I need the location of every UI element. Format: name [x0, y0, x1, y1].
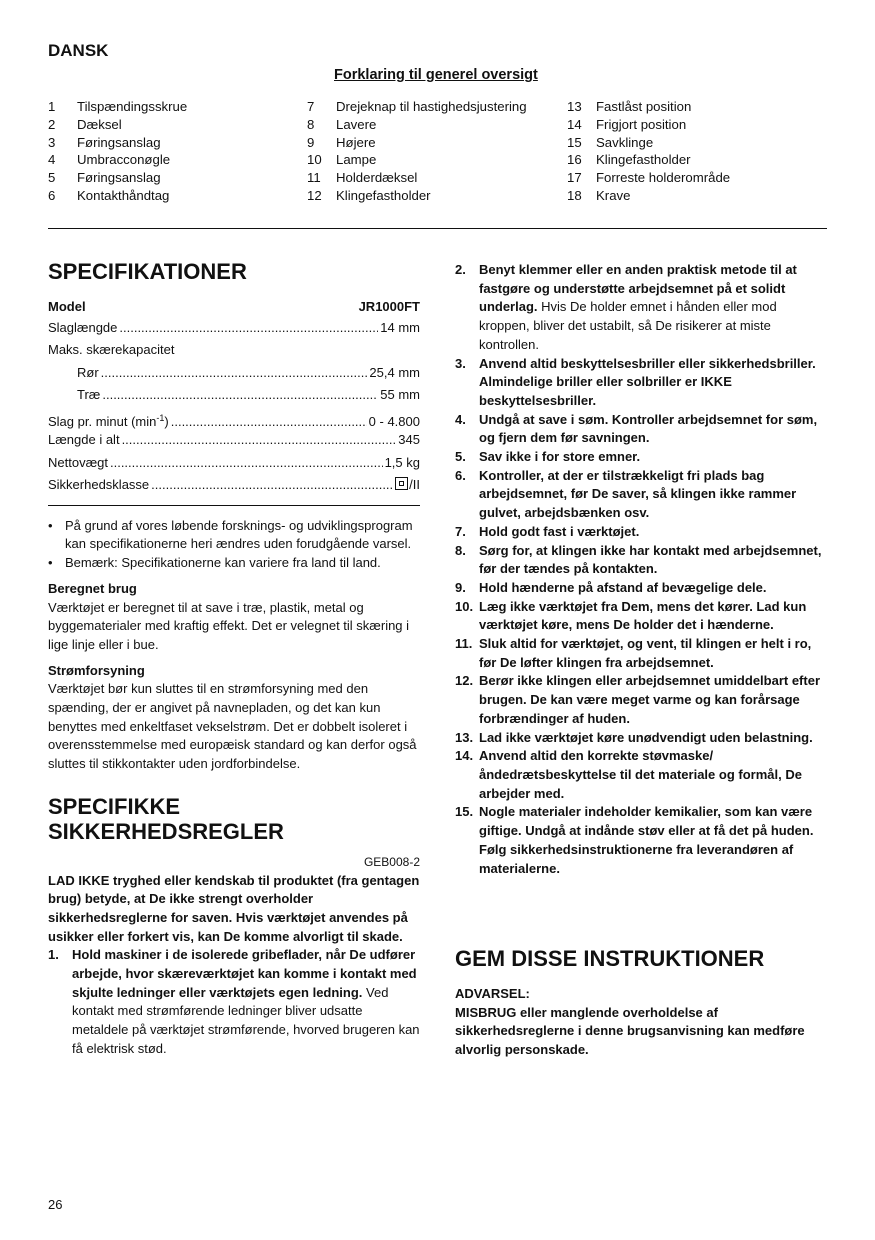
- spec-divider: [48, 505, 420, 506]
- list-item: 5. Sav ikke i for store emner.: [455, 449, 641, 465]
- list-item: 10. Læg ikke værktøjet fra Dem, mens det kører. Lad kun værktøjet køre, mens De holder det i hænderne.: [455, 598, 807, 633]
- legend-item: 15 Savklinge: [567, 134, 654, 150]
- spec-notes: [48, 517, 420, 573]
- spec-row-safety-class: Sikkerhedsklasse ..... /II: [48, 474, 420, 497]
- legend-item: 14 Frigjort position: [567, 116, 687, 132]
- list-item: 7. Hold godt fast i værktøjet.: [455, 523, 640, 539]
- legend-item: 6 Kontakthåndtag: [48, 187, 170, 203]
- list-item: 3. Anvend altid beskyttelsesbriller eller sikkerhedsbriller. Almindelige briller eller solbriller er IKKE beskyttelsesbriller.: [455, 355, 816, 408]
- legend-item: 3 Føringsanslag: [48, 134, 161, 150]
- save-instructions-heading: GEM DISSE INSTRUKTIONER: [455, 946, 765, 971]
- legend-item: 8 Lavere: [307, 116, 377, 132]
- list-item: 9. Hold hænderne på afstand af bevægelige dele.: [455, 579, 767, 595]
- spec-row-net-weight: Nettovægt ..... 1,5 kg: [48, 452, 420, 475]
- spec-row-wood: Træ ..... 55 mm: [48, 384, 420, 407]
- list-item: 1. Hold maskiner i de isolerede gribeflader, når De udfører arbejde, hvor skæreværktøjet kan komme i kontakt med skjulte ledninger eller værktøjets egen ledning. Ved kontakt med strømførende ledninger bliver udsatte metaldele på værktøjet strømførende, hvorved brugeren kan få elektrisk stød.: [48, 947, 420, 1056]
- legend-item: 13 Fastlåst position: [567, 99, 692, 114]
- legend-column-3: [567, 98, 822, 205]
- double-insulation-icon: [395, 477, 408, 490]
- safety-rules-heading: SPECIFIKKE SIKKERHEDSREGLER: [48, 793, 284, 844]
- list-item: • På grund af vores løbende forsknings- og udviklingsprogram kan specifikationerne heri ændres uden forudgående varsel.: [48, 517, 420, 554]
- safety-rules-list-start: [48, 946, 420, 1058]
- spec-model-row: Model JR1000FT: [48, 299, 420, 314]
- spec-row-overall-length: Længde i alt ..... 345: [48, 429, 420, 452]
- list-item: 8. Sørg for, at klingen ikke har kontakt med arbejdsemnet, før der tændes på kontakten.: [455, 542, 822, 577]
- legend-item: 7 Drejeknap til hastighedsjustering: [307, 99, 527, 114]
- legend-item: 16 Klingefastholder: [567, 152, 691, 168]
- spec-row-pipe: Rør ..... 25,4 mm: [48, 362, 420, 385]
- legend-title: Forklaring til generel oversigt: [334, 67, 538, 83]
- save-instructions-section: [455, 946, 827, 1060]
- safety-rules-list-continued: [455, 261, 827, 878]
- legend-item: 9 Højere: [307, 134, 376, 150]
- safety-code: GEB008-2: [363, 854, 420, 869]
- list-item: 11. Sluk altid for værktøjet, og vent, til klingen er helt i ro, før De løfter klingen fra arbejdsemnet.: [455, 636, 812, 670]
- power-supply-text: Værktøjet bør kun sluttes til en strømforsyning med den spænding, der er angivet på navnepladen, og det kan kun benyttes med enkeltfaset vekselstrøm. Det er dobbelt isoleret i overensstemmelse med europæisk standard og kan derfor også sluttes til stikkontakter uden jordforbindelse.: [48, 681, 417, 772]
- list-item: 14. Anvend altid den korrekte støvmaske/ åndedrætsbeskyttelse til det materiale og formål, De arbejder med.: [455, 748, 802, 801]
- list-item: 4. Undgå at save i søm. Kontroller arbejdsemnet for søm, og fjern dem før savningen.: [455, 411, 818, 446]
- legend-item: 11 Holderdæksel: [307, 170, 418, 186]
- spec-row-max-capacity: Maks. skærekapacitet: [48, 342, 175, 358]
- legend-item: 5 Føringsanslag: [48, 170, 161, 186]
- legend-item: 10 Lampe: [307, 152, 377, 168]
- warning-text: MISBRUG eller manglende overholdelse af sikkerhedsreglerne i denne brugsanvisning kan medføre alvorlig personskade.: [455, 1004, 805, 1058]
- spec-row-strokes-per-minute: Slag pr. minut $(\min^{-1})$ ..... 0 - 4.800: [48, 407, 420, 430]
- legend-column-1: [48, 98, 303, 205]
- page-number: 26: [48, 1197, 63, 1212]
- legend-item: 4 Umbracconøgle: [48, 152, 171, 168]
- list-item: 6. Kontroller, at der er tilstrækkeligt fri plads bag arbejdsemnet, før De saver, så klingen ikke rammer gulvet, arbejdsbænken osv.: [455, 467, 797, 521]
- power-supply-heading: Strømforsyning: [48, 662, 145, 678]
- legend-column-2: [307, 98, 562, 205]
- header-divider: [48, 228, 827, 229]
- legend-item: 17 Forreste holderområde: [567, 170, 731, 186]
- left-column: [48, 259, 420, 1059]
- intended-use-heading: Beregnet brug: [48, 580, 137, 596]
- list-item: 2. Benyt klemmer eller en anden praktisk metode til at fastgøre og understøtte arbejdsemnet på et solidt underlag. Hvis De holder emnet i hånden eller mod kroppen, bliver det ustabilt, så De risikerer at miste kontrollen.: [455, 262, 797, 352]
- legend-item: 12 Klingefastholder: [307, 187, 431, 203]
- warning-label: ADVARSEL:: [455, 986, 530, 1001]
- legend-item: 18 Krave: [567, 187, 631, 203]
- list-item: • Bemærk: Specifikationerne kan variere fra land til land.: [48, 554, 420, 573]
- legend-item: 2 Dæksel: [48, 116, 122, 132]
- intended-use-text: Værktøjet er beregnet til at save i træ, plastik, metal og byggematerialer med kraftig effekt. Det er velegnet til skæring i lige linje eller i bue.: [48, 599, 410, 652]
- list-item: 15. Nogle materialer indeholder kemikalier, som kan være giftige. Undgå at indånde støv eller at få det på huden. Følg sikkerhedsinstruktionerne fra leverandøren af materialerne.: [455, 804, 814, 876]
- right-column: [455, 261, 827, 878]
- list-item: 12. Berør ikke klingen eller arbejdsemnet umiddelbart efter brugen. De kan være meget varme og kan forårsage forbrændinger af huden.: [455, 673, 821, 726]
- list-item: 13. Lad ikke værktøjet køre unødvendigt uden belastning.: [455, 729, 813, 745]
- language-heading: DANSK: [48, 41, 109, 60]
- specifications-heading: SPECIFIKATIONER: [48, 259, 247, 284]
- legend-item: 1 Tilspændingsskrue: [48, 99, 188, 114]
- safety-intro: LAD IKKE tryghed eller kendskab til produktet (fra gentagen brug) betyde, at De ikke strengt overholder sikkerhedsreglerne for saven. Hvis værktøjet anvendes på usikker eller forkert vis, kan De komme alvorligt til skade.: [48, 872, 420, 944]
- spec-row-stroke-length: Slaglængde ..... 14 mm: [48, 317, 420, 340]
